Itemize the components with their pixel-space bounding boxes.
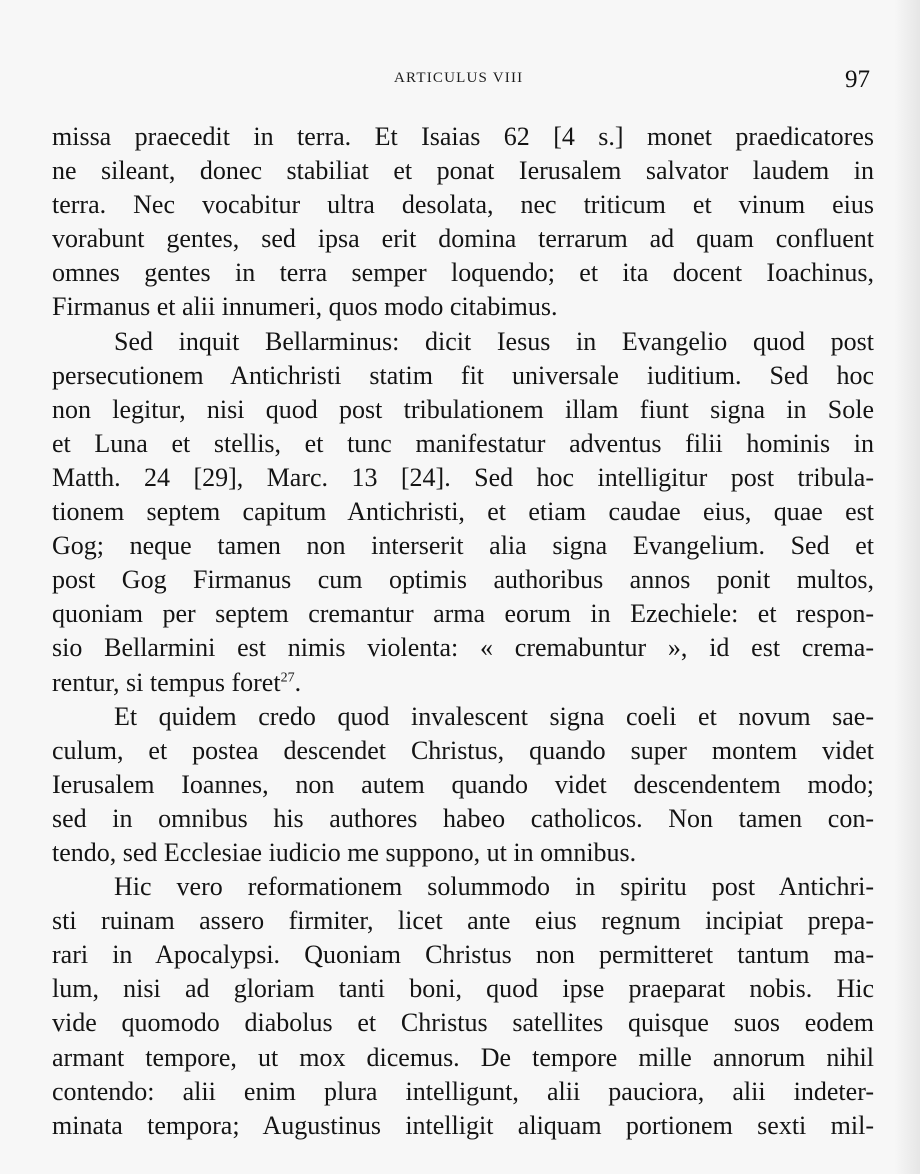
text-line: contendo: alii enim plura intelligunt, alii pauciora, alii indeter- <box>52 1076 874 1106</box>
paragraph-start-line: Sed inquit Bellarminus: dicit Iesus in Evangelio quod post <box>114 326 874 356</box>
text-line: persecutionem Antichristi statim fit universale iuditium. Sed hoc <box>52 360 874 390</box>
text-line: culum, et postea descendet Christus, quando super montem videt <box>52 735 874 765</box>
text-line: quoniam per septem cremantur arma eorum in Ezechiele: et respon- <box>52 599 874 629</box>
text-line-with-footnote <box>52 666 874 700</box>
text-line: Firmanus et alii innumeri, quos modo citabimus. <box>52 292 558 322</box>
page-header <box>0 60 920 100</box>
text-line: Ierusalem Ioannes, non autem quando videt descendentem modo; <box>52 769 874 799</box>
running-head: ARTICULUS VIII <box>394 70 524 86</box>
text-line: Gog; neque tamen non interserit alia signa Evangelium. Sed et <box>52 531 874 561</box>
text-line: tionem septem capitum Antichristi, et etiam caudae eius, quae est <box>52 497 874 527</box>
paragraph-start-line: Et quidem credo quod invalescent signa coeli et novum sae- <box>114 701 874 731</box>
text-line: non legitur, nisi quod post tribulationem illam fiunt signa in Sole <box>52 394 874 424</box>
text-line: minata tempora; Augustinus intelligit aliquam portionem sexti mil- <box>52 1110 874 1140</box>
text-line: missa praecedit in terra. Et Isaias 62 [4 s.] monet praedicatores <box>52 122 874 151</box>
text-line: sed in omnibus his authores habeo catholicos. Non tamen con- <box>52 803 874 833</box>
text-line: tendo, sed Ecclesiae iudicio me suppono, ut in omnibus. <box>52 837 637 867</box>
footnote-reference: 27 <box>280 669 295 685</box>
paragraph-start-line: Hic vero reformationem solummodo in spiritu post Antichri- <box>114 872 874 902</box>
text-line: terra. Nec vocabitur ultra desolata, nec triticum et vinum eius <box>52 190 874 220</box>
text-line: omnes gentes in terra semper loquendo; et ita docent Ioachinus, <box>52 258 874 288</box>
text-line: post Gog Firmanus cum optimis authoribus annos ponit multos, <box>52 565 874 595</box>
text-line: et Luna et stellis, et tunc manifestatur adventus filii hominis in <box>52 428 874 458</box>
text-line: ne sileant, donec stabiliat et ponat Ierusalem salvator laudem in <box>52 156 874 186</box>
page-number: 97 <box>845 66 870 93</box>
text-line-content: rentur, si tempus foret <box>52 667 281 697</box>
text-line: armant tempore, ut mox dicemus. De tempore mille annorum nihil <box>52 1042 874 1072</box>
text-line: Matth. 24 [29], Marc. 13 [24]. Sed hoc intelligitur post tribula- <box>52 462 874 492</box>
text-line: lum, nisi ad gloriam tanti boni, quod ipse praeparat nobis. Hic <box>52 974 874 1004</box>
page-edge-shadow <box>894 0 920 1174</box>
text-line: sio Bellarmini est nimis violenta: « cremabuntur », id est crema- <box>52 633 874 663</box>
text-line: vide quomodo diabolus et Christus satellites quisque suos eodem <box>52 1008 874 1038</box>
text-line: sti ruinam assero firmiter, licet ante eius regnum incipiat prepa- <box>52 906 874 936</box>
text-line: rari in Apocalypsi. Quoniam Christus non permitteret tantum ma- <box>52 940 874 970</box>
sentence-period: . <box>294 667 302 697</box>
text-line: vorabunt gentes, sed ipsa erit domina terrarum ad quam confluent <box>52 224 874 254</box>
body-text <box>52 120 874 1143</box>
